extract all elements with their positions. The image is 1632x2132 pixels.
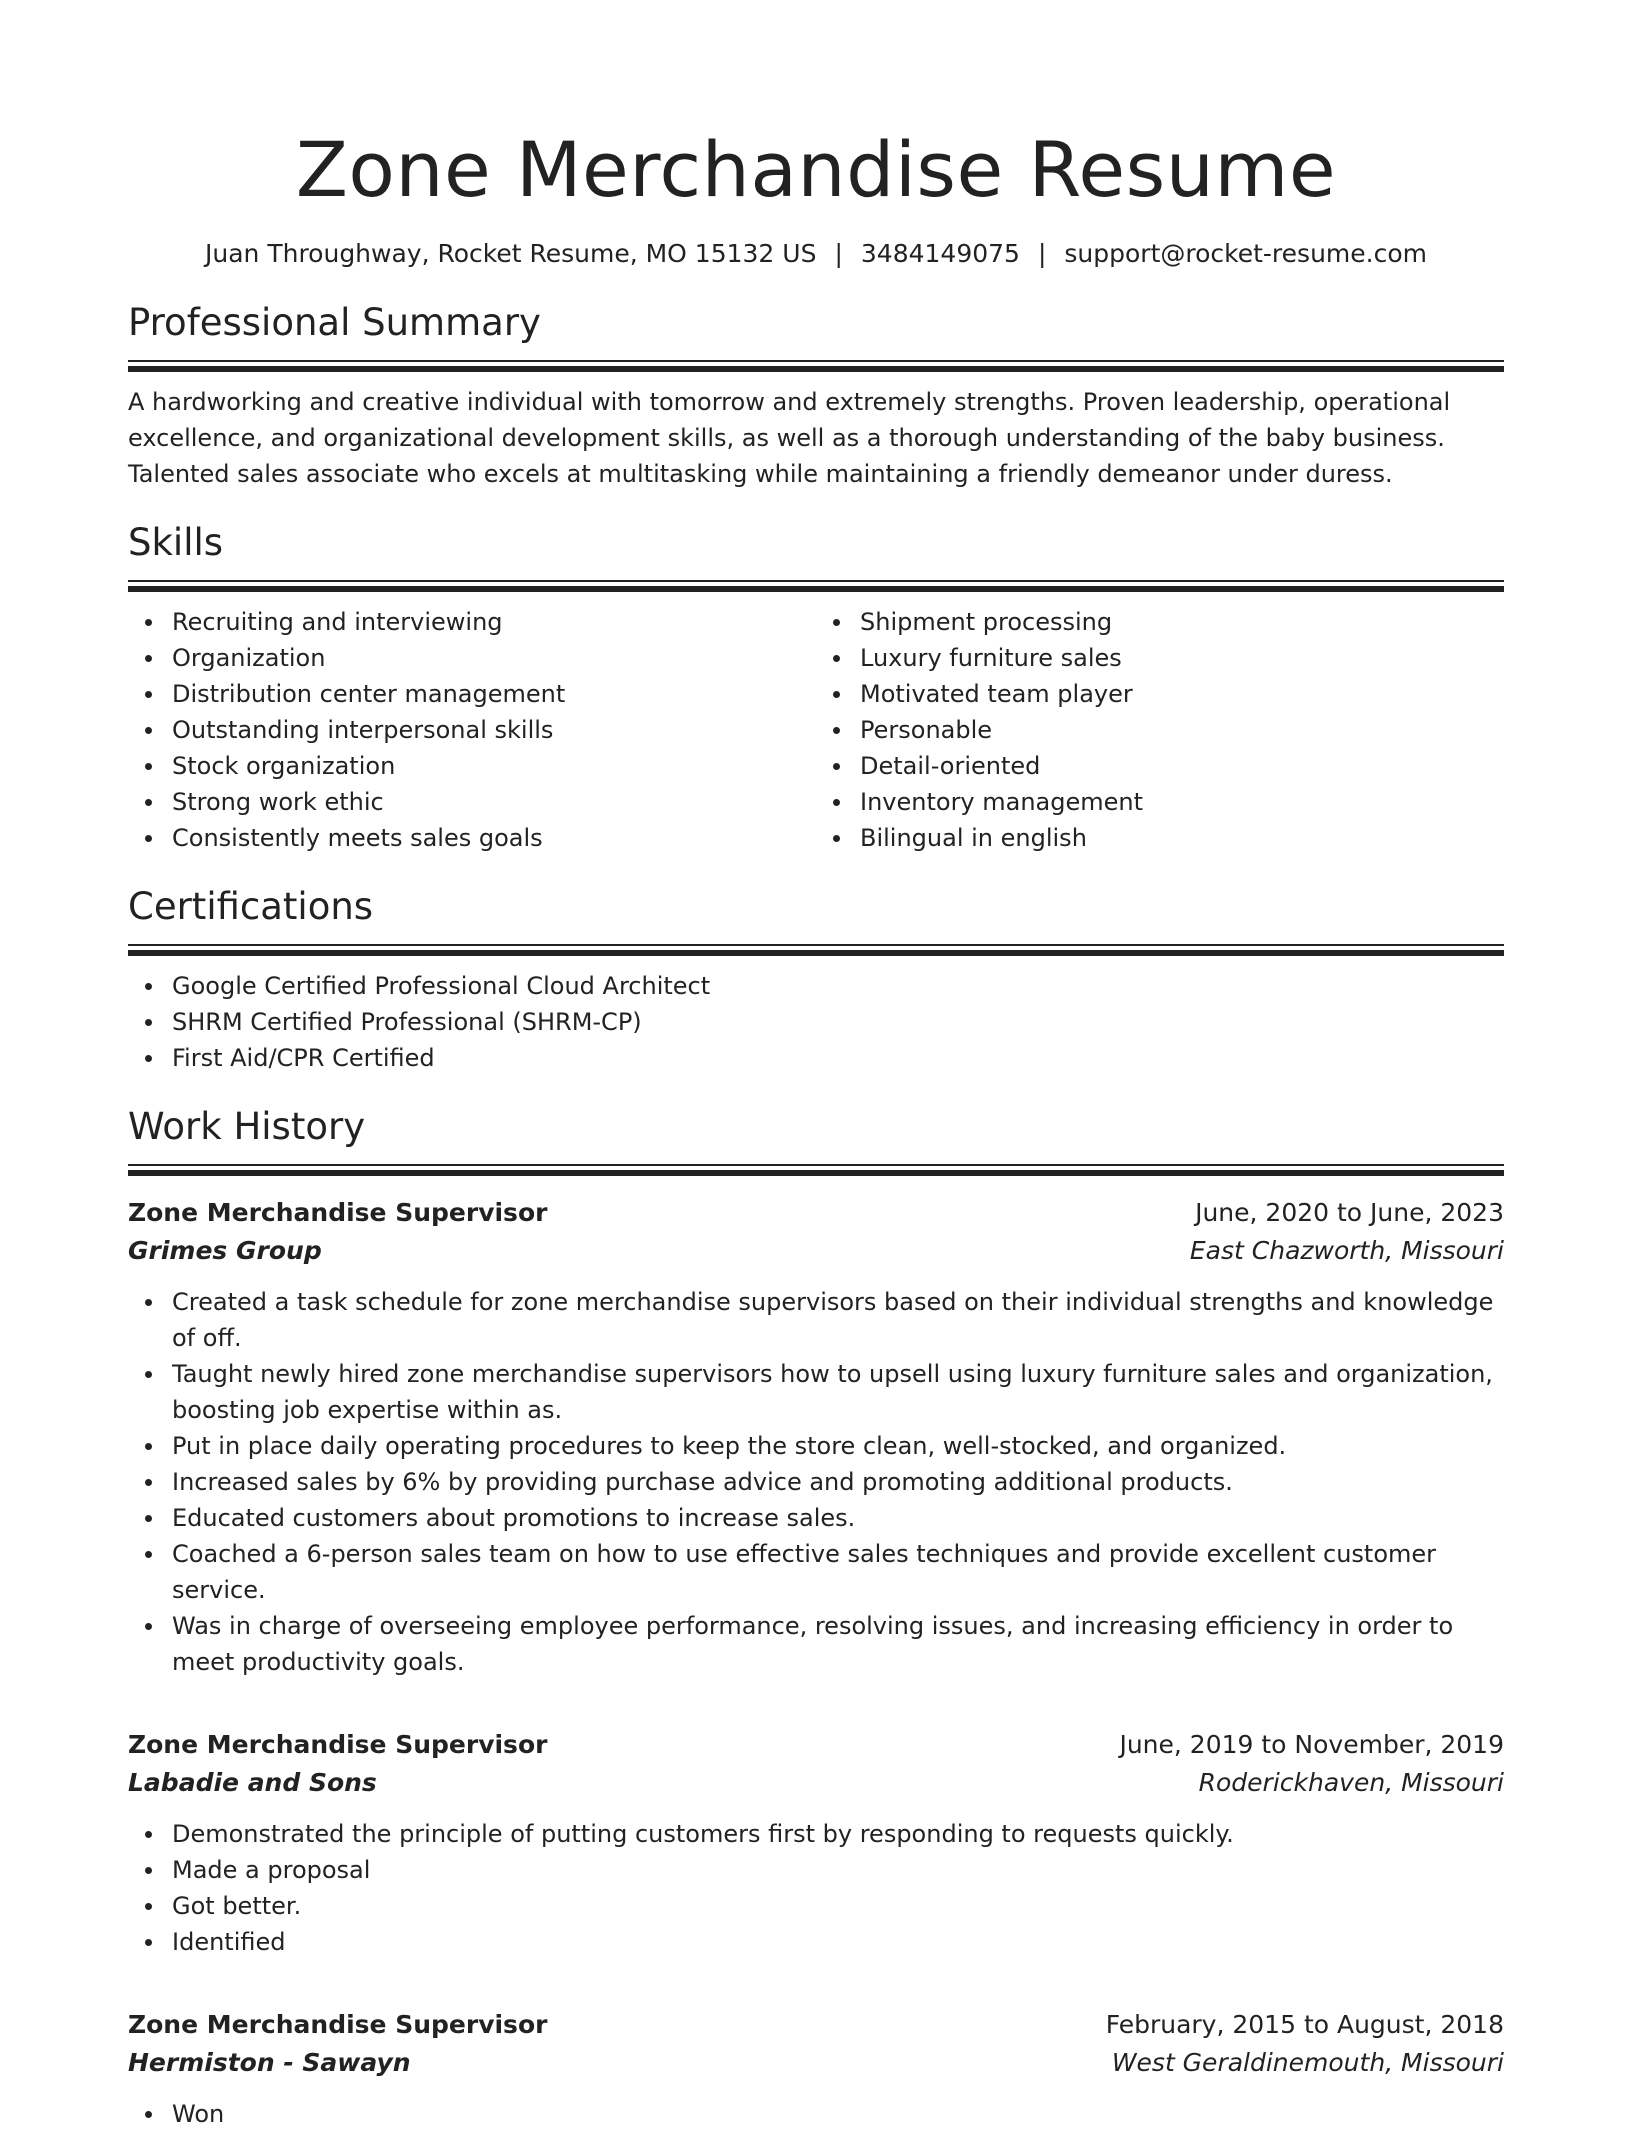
- certifications-section: [128, 882, 1504, 1076]
- skill-item: Stock organization: [172, 748, 816, 784]
- summary-text: A hardworking and creative individual with tomorrow and extremely strengths. Proven leadership, operational excellence, and organizational development skills, as well as a thorough understanding of the baby business. Talented sales associate who excels at multitasking while maintaining a friendly demeanor under duress.: [128, 388, 1451, 488]
- job-bullet: Identified: [172, 1924, 1504, 1960]
- contact-phone: 3484149075: [860, 239, 1020, 268]
- certifications-heading: Certifications: [128, 885, 374, 928]
- job-bullet: Created a task schedule for zone merchandise supervisors based on their individual strengths and knowledge of off.: [172, 1284, 1504, 1356]
- skills-section: [128, 518, 1504, 856]
- contact-separator: |: [834, 239, 843, 268]
- job-entry: [128, 2006, 1504, 2132]
- job-company: Hermiston - Sawayn: [128, 2048, 411, 2077]
- skill-item: Personable: [860, 712, 1504, 748]
- contact-line: [128, 236, 1504, 272]
- job-location: Roderickhaven, Missouri: [1198, 1768, 1504, 1797]
- job-entry: [128, 1194, 1504, 1680]
- job-company-row: [128, 1764, 1504, 1802]
- job-entry: [128, 1726, 1504, 1960]
- skill-item: Outstanding interpersonal skills: [172, 712, 816, 748]
- job-header-row: [128, 2006, 1504, 2044]
- job-dates: February, 2015 to August, 2018: [1105, 2010, 1504, 2039]
- certification-item: Google Certified Professional Cloud Architect: [172, 968, 1504, 1004]
- job-bullet: Educated customers about promotions to increase sales.: [172, 1500, 1504, 1536]
- job-bullet: Coached a 6-person sales team on how to use effective sales techniques and provide excellent customer service.: [172, 1536, 1504, 1608]
- skill-item: Inventory management: [860, 784, 1504, 820]
- skills-list-right: [816, 604, 1504, 856]
- skill-item: Luxury furniture sales: [860, 640, 1504, 676]
- section-divider: [128, 580, 1504, 592]
- job-title: Zone Merchandise Supervisor: [128, 1198, 548, 1227]
- contact-separator: |: [1037, 239, 1047, 268]
- job-dates: June, 2020 to June, 2023: [1195, 1198, 1504, 1227]
- job-location: East Chazworth, Missouri: [1189, 1236, 1504, 1265]
- work-history-heading: Work History: [128, 1105, 366, 1148]
- skill-item: Shipment processing: [860, 604, 1504, 640]
- skill-item: Recruiting and interviewing: [172, 604, 816, 640]
- certification-item: First Aid/CPR Certified: [172, 1040, 1504, 1076]
- job-header-row: [128, 1194, 1504, 1232]
- skills-heading: Skills: [128, 521, 224, 564]
- skill-item: Organization: [172, 640, 816, 676]
- skill-item: Distribution center management: [172, 676, 816, 712]
- job-company: Grimes Group: [128, 1236, 322, 1265]
- resume-page: [128, 120, 1504, 2132]
- job-bullet: Made a proposal: [172, 1852, 1504, 1888]
- job-bullet: Got better.: [172, 1888, 1504, 1924]
- job-company-row: [128, 1232, 1504, 1270]
- skill-item: Consistently meets sales goals: [172, 820, 816, 856]
- section-divider: [128, 944, 1504, 956]
- job-company-row: [128, 2044, 1504, 2082]
- job-bullets: [128, 2096, 1504, 2132]
- resume-title: Zone Merchandise Resume: [295, 125, 1337, 214]
- contact-address: Juan Throughway, Rocket Resume, MO 15132 US: [205, 239, 817, 268]
- skill-item: Detail-oriented: [860, 748, 1504, 784]
- contact-email: support@rocket-resume.com: [1064, 239, 1427, 268]
- skills-list-left: [128, 604, 816, 856]
- job-company: Labadie and Sons: [128, 1768, 377, 1797]
- job-bullet: Demonstrated the principle of putting customers first by responding to requests quickly.: [172, 1816, 1504, 1852]
- job-bullets: [128, 1816, 1504, 1960]
- summary-section: [128, 298, 1504, 492]
- job-location: West Geraldinemouth, Missouri: [1111, 2048, 1504, 2077]
- job-header-row: [128, 1726, 1504, 1764]
- job-bullet: Won: [172, 2096, 1504, 2132]
- section-divider: [128, 1164, 1504, 1176]
- section-divider: [128, 360, 1504, 372]
- skill-item: Strong work ethic: [172, 784, 816, 820]
- job-dates: June, 2019 to November, 2019: [1119, 1730, 1504, 1759]
- job-bullet: Taught newly hired zone merchandise supervisors how to upsell using luxury furniture sales and organization, boosting job expertise within as.: [172, 1356, 1504, 1428]
- work-history-section: [128, 1102, 1504, 2132]
- summary-heading: Professional Summary: [128, 301, 541, 344]
- skills-grid: [128, 604, 1504, 856]
- job-bullet: Increased sales by 6% by providing purchase advice and promoting additional products.: [172, 1464, 1504, 1500]
- job-title: Zone Merchandise Supervisor: [128, 1730, 548, 1759]
- job-bullet: Was in charge of overseeing employee performance, resolving issues, and increasing efficiency in order to meet productivity goals.: [172, 1608, 1504, 1680]
- skill-item: Bilingual in english: [860, 820, 1504, 856]
- job-bullets: [128, 1284, 1504, 1680]
- job-title: Zone Merchandise Supervisor: [128, 2010, 548, 2039]
- job-bullet: Put in place daily operating procedures to keep the store clean, well-stocked, and organized.: [172, 1428, 1504, 1464]
- certification-item: SHRM Certified Professional (SHRM-CP): [172, 1004, 1504, 1040]
- skill-item: Motivated team player: [860, 676, 1504, 712]
- certifications-list: [128, 968, 1504, 1076]
